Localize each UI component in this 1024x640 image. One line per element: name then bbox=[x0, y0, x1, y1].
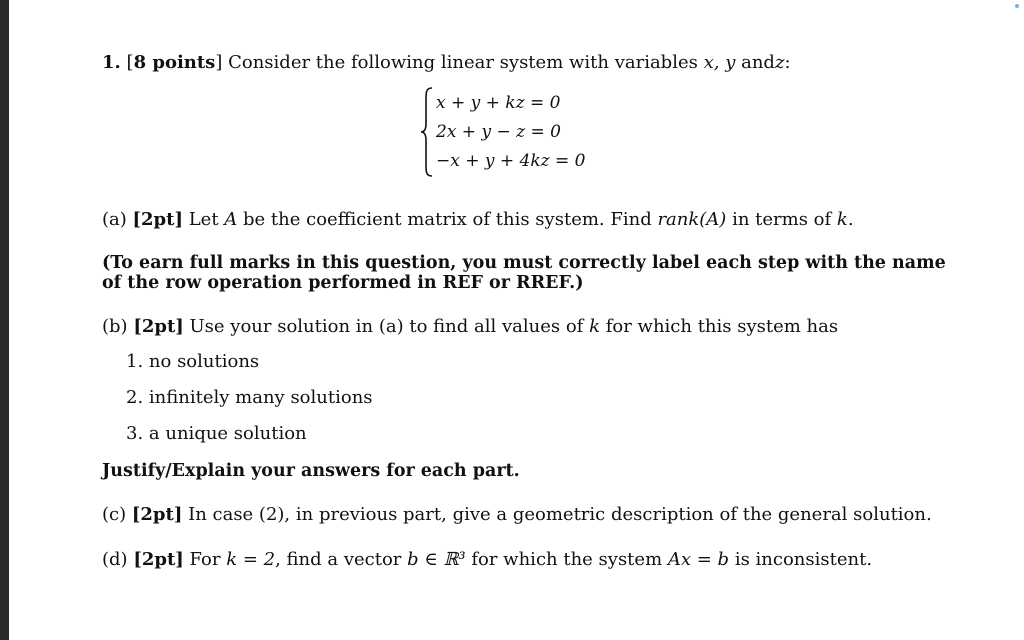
part-a-rank: rank(A) bbox=[657, 209, 727, 230]
list-item bbox=[126, 351, 259, 372]
justify-instruction: Justify/Explain your answers for each part. bbox=[102, 461, 520, 481]
part-a-var-A: A bbox=[224, 209, 238, 230]
list-item-text: a unique solution bbox=[148, 423, 307, 444]
part-d-text3: for which the system bbox=[471, 549, 663, 570]
part-a-label: (a) bbox=[102, 209, 127, 230]
part-a-text1: Let bbox=[188, 209, 219, 230]
part-d-text1: For bbox=[189, 549, 221, 570]
question-last-var: z bbox=[774, 52, 785, 73]
note-line-2: of the row operation performed in REF or RREF.) bbox=[102, 273, 584, 293]
part-c-points: [2pt] bbox=[131, 504, 183, 525]
part-c-label: (c) bbox=[102, 504, 127, 525]
question-and: and bbox=[741, 52, 775, 73]
part-d-text4: is inconsistent. bbox=[734, 549, 873, 570]
part-d bbox=[102, 549, 872, 571]
list-item bbox=[126, 387, 373, 408]
question-number: 1. bbox=[102, 52, 121, 73]
part-a-text3: in terms of bbox=[732, 209, 832, 230]
question-intro: Consider the following linear system with variables bbox=[228, 52, 698, 73]
equation-2: 2x + y − z = 0 bbox=[436, 122, 561, 142]
list-item-text: no solutions bbox=[148, 351, 260, 372]
note-line-1: (To earn full marks in this question, you must correctly label each step with the name bbox=[102, 253, 946, 273]
system-brace bbox=[420, 86, 434, 178]
part-b-label: (b) bbox=[102, 316, 128, 337]
part-d-points: [2pt] bbox=[133, 549, 184, 570]
part-a-points: [2pt] bbox=[132, 209, 183, 230]
part-d-label: (d) bbox=[102, 549, 128, 570]
question-vars: x, y bbox=[703, 52, 736, 73]
question-header bbox=[102, 52, 791, 74]
part-d-b-expr: b ∈ ℝ³ bbox=[407, 549, 466, 570]
equation-1: x + y + kz = 0 bbox=[436, 93, 561, 113]
question-colon: : bbox=[784, 52, 791, 73]
indicator-dot bbox=[1015, 4, 1019, 8]
part-c bbox=[102, 504, 932, 526]
part-c-text: In case (2), in previous part, give a geometric description of the general solution. bbox=[188, 504, 932, 525]
part-b bbox=[102, 316, 838, 338]
question-points: [8 points] bbox=[126, 52, 223, 73]
part-b-text2: for which this system has bbox=[605, 316, 839, 337]
list-item-number: 3. bbox=[126, 423, 144, 444]
list-item-number: 1. bbox=[126, 351, 144, 372]
part-b-var-k: k bbox=[589, 316, 600, 337]
left-window-edge bbox=[0, 0, 9, 640]
list-item-text: infinitely many solutions bbox=[148, 387, 373, 408]
part-a-text2: be the coefficient matrix of this system. Find bbox=[243, 209, 652, 230]
part-d-text2: , find a vector bbox=[275, 549, 402, 570]
equation-3: −x + y + 4kz = 0 bbox=[436, 151, 586, 171]
part-b-text1: Use your solution in (a) to find all values of bbox=[189, 316, 584, 337]
part-a bbox=[102, 209, 854, 231]
list-item-number: 2. bbox=[126, 387, 144, 408]
part-d-k-expr: k = 2 bbox=[226, 549, 276, 570]
part-a-end: . bbox=[847, 209, 854, 230]
part-d-sys-expr: Ax = b bbox=[667, 549, 730, 570]
part-b-points: [2pt] bbox=[133, 316, 184, 337]
part-a-var-k: k bbox=[836, 209, 848, 230]
list-item bbox=[126, 423, 307, 444]
